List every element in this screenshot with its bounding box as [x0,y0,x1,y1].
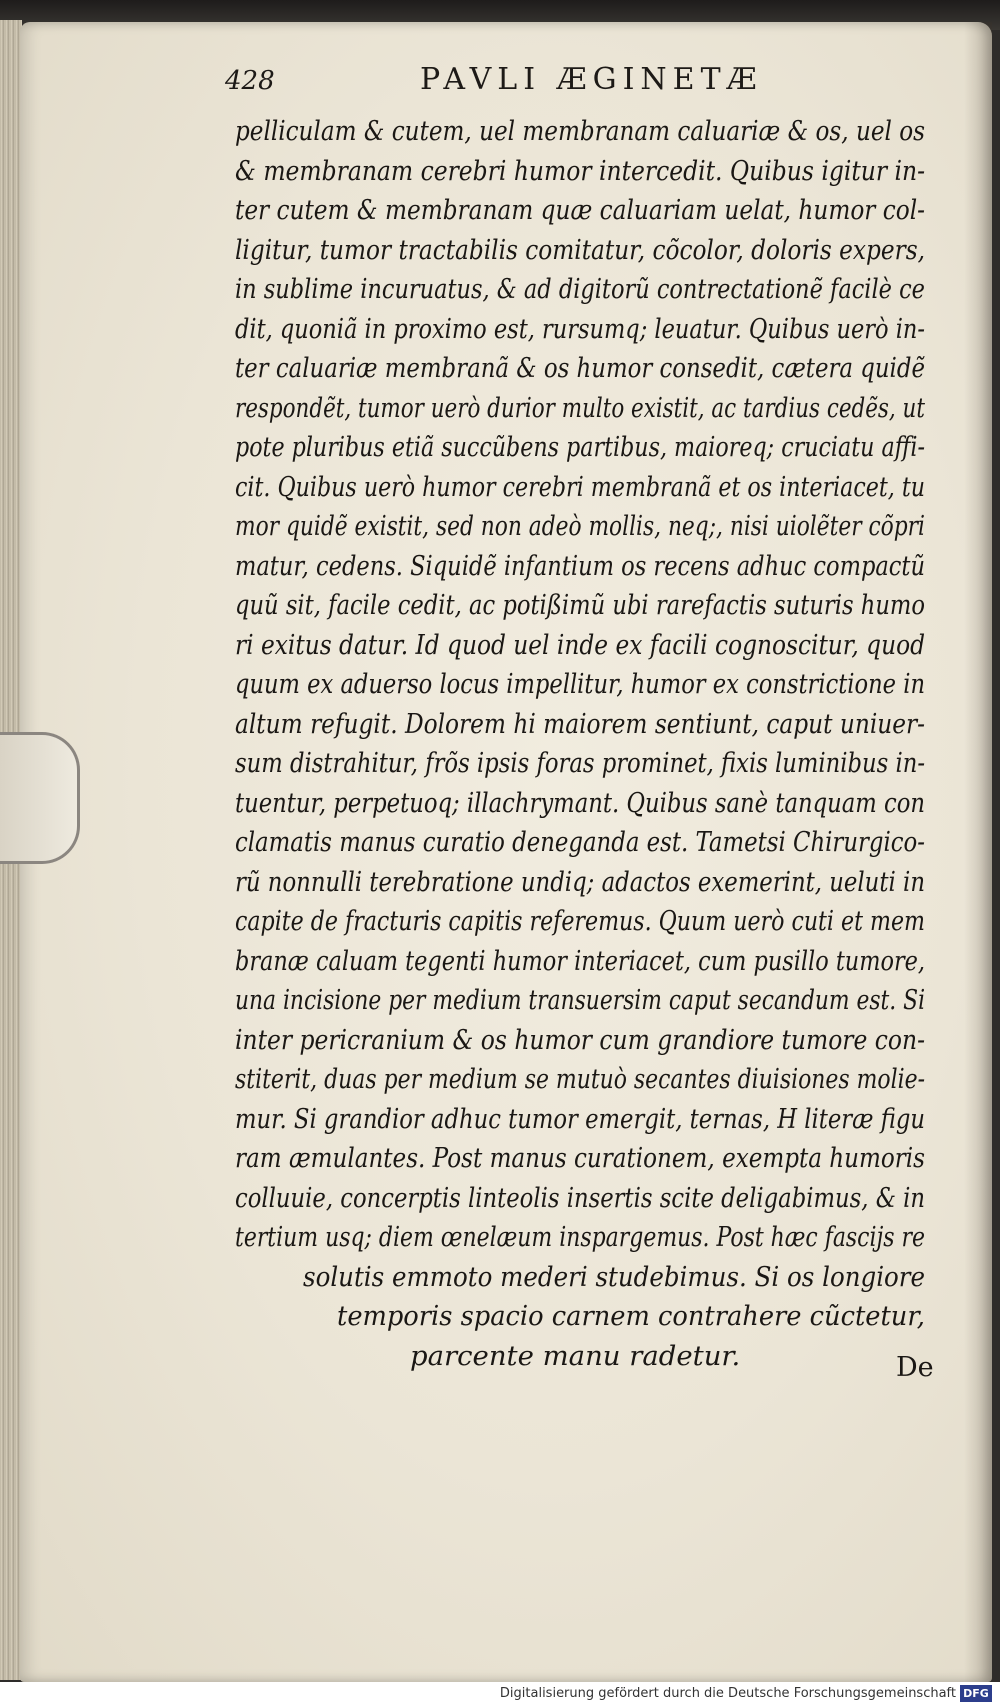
footer-credit: Digitalisierung gefördert durch die Deutsche Forschungsgemeinschaft [499,1686,956,1701]
text-line: tertium usq; diem œnelæum inspargemus. Post hæc fascijs re [235,1221,926,1253]
text-line: matur, cedens. Siquidẽ infantium os recens adhuc compactũ [235,549,925,582]
text-line: solutis emmoto mederi studebimus. Si os longiore [303,1260,926,1293]
text-line: dit, quoniã in proximo est, rursumq; leuatur. Quibus uerò in- [235,312,925,345]
text-line: pelliculam & cutem, uel membranam caluariæ & os, uel os [235,115,925,147]
text-line: respondẽt, tumor uerò durior multo existit, ac tardius cedẽs, ut [235,391,925,424]
text-line: inter pericranium & os humor cum grandiore tumore con- [235,1023,925,1056]
page-clip [0,732,80,864]
text-line: tuentur, perpetuoq; illachrymant. Quibus sanè tanquam con [235,786,926,819]
text-line: pote pluribus etiã succũbens partibus, maioreq; cruciatu affi- [235,431,926,463]
digitization-footer [0,1682,1000,1706]
text-line: sum distrahitur, frõs ipsis foras prominet, fixis luminibus in- [235,747,926,779]
gutter-shadow [964,22,992,1682]
text-line: stiterit, duas per medium se mutuò secantes diuisiones molie- [235,1063,926,1095]
text-line: mur. Si grandior adhuc tumor emergit, ternas, H literæ figu [235,1102,925,1135]
text-line: altum refugit. Dolorem hi maiorem sentiunt, caput uniuer- [235,707,925,740]
text-line: ter cutem & membranam quæ caluariam uelat, humor col- [235,194,926,226]
page-header [225,62,925,110]
text-line: parcente manu radetur. [410,1339,741,1372]
text-line: quum ex aduerso locus impellitur, humor ex constrictione in [235,668,925,700]
text-line: ri exitus datur. Id quod uel inde ex facili cognoscitur, quod [235,628,926,661]
text-line: clamatis manus curatio deneganda est. Tametsi Chirurgico- [235,826,925,858]
catchword: De [896,1352,934,1383]
text-line: capite de fracturis capitis referemus. Quum uerò cuti et mem [235,905,926,937]
body-text [235,112,925,1376]
text-line: ram æmulantes. Post manus curationem, exempta humoris [235,1142,925,1174]
running-title: PAVLI ÆGINETÆ [420,62,763,97]
text-line: cit. Quibus uerò humor cerebri membranã et os interiacet, tu [235,470,926,503]
text-line: temporis spacio carnem contrahere cũctetur, [337,1300,925,1332]
text-line: colluuie, concerptis linteolis insertis scite deligabimus, & in [235,1181,925,1214]
text-line: ligitur, tumor tractabilis comitatur, cõcolor, doloris expers, [235,233,925,266]
dfg-logo: DFG [960,1685,992,1702]
text-line: & membranam cerebri humor intercedit. Quibus igitur in- [235,154,926,187]
text-line: una incisione per medium transuersim caput secandum est. Si [235,984,926,1016]
text-line: quũ sit, facile cedit, ac potißimũ ubi rarefactis suturis humo [235,589,925,621]
text-line: rũ nonnulli terebratione undiq; adactos exemerint, ueluti in [235,865,925,898]
text-line: mor quidẽ existit, sed non adeò mollis, neq;, nisi uiolẽter cõpri [235,510,926,542]
text-line: branæ caluam tegenti humor interiacet, cum pusillo tumore, [235,944,926,977]
text-line: ter caluariæ membranã & os humor consedit, cætera quidẽ [235,352,925,384]
page-number: 428 [225,66,275,96]
text-line: in sublime incuruatus, & ad digitorũ contrectationẽ facilè ce [235,273,925,305]
